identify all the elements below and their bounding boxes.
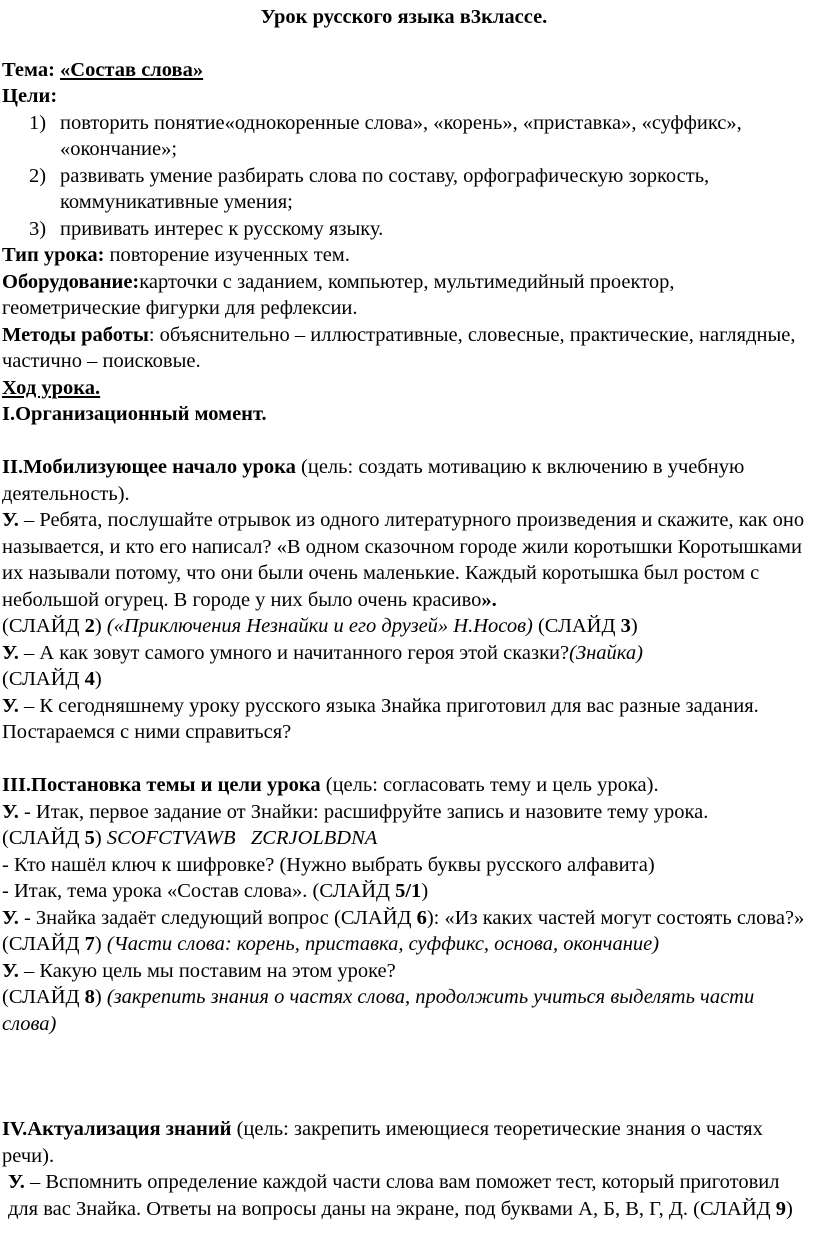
teacher-label: У. xyxy=(2,959,19,982)
slide-label: (СЛАЙД xyxy=(2,986,85,1008)
paragraph-text: - Знайка задаёт следующий вопрос (СЛАЙД xyxy=(18,906,417,929)
cipher-question: - Кто нашёл ключ к шифровке? (Нужно выбрать буквы русского алфавита) xyxy=(2,853,655,876)
goal-text: повторить понятие«однокоренные слова», «корень», «приставка», «суффикс», «окончание»; xyxy=(60,111,742,160)
spacer xyxy=(2,428,806,455)
paragraph-text: – Ребята, послушайте отрывок из одного литературного произведения и скажите, как оно называется, и кто его написал? «В одном сказочном городе жили коротышки Коротышками их называли потому, что они были очень маленькие. Каждый коротышка был ростом с небольшой огурец. В городе у них было очень красиво xyxy=(2,509,805,611)
section-2-closing xyxy=(2,693,806,746)
slide-4-line xyxy=(2,666,806,693)
answer-text: (Знайка) xyxy=(569,641,643,664)
equipment-label: Оборудование: xyxy=(2,270,140,293)
slide-number: 5/1 xyxy=(395,880,422,902)
section-4-paragraph xyxy=(2,1169,806,1222)
methods-label: Методы работы xyxy=(2,323,149,346)
section-3-task xyxy=(2,799,806,826)
section-2-paragraph xyxy=(2,507,806,613)
slide-number: 3 xyxy=(620,615,631,637)
paragraph-text: - Итак, тема урока «Состав слова». (СЛАЙД xyxy=(2,880,396,902)
teacher-label: У. xyxy=(2,694,19,717)
slide-number: 9 xyxy=(775,1197,787,1220)
slide-close: ) xyxy=(630,615,638,637)
section-4-goal: (цель: закрепить имеющиеся теоретические знания о частях речи). xyxy=(2,1118,763,1167)
slide-number: 2 xyxy=(84,615,95,637)
slide-close: ) xyxy=(94,986,107,1008)
lesson-type-value: повторение изученных тем. xyxy=(104,244,350,266)
section-3-goal-question xyxy=(2,958,806,985)
slide-close: ) xyxy=(94,668,102,690)
slide-2-line xyxy=(2,613,806,640)
slide-close: ) xyxy=(94,827,107,849)
goals-list xyxy=(2,110,806,243)
page-title: Урок русского языка в3классе. xyxy=(260,6,548,28)
methods-line xyxy=(2,322,806,375)
cipher-text: SCOFCTVAWB ZCRJOLBDNA xyxy=(106,827,378,849)
slide-number: 6 xyxy=(416,906,427,929)
topic-announcement xyxy=(2,878,806,905)
slide-number: 5 xyxy=(84,827,95,849)
slide-label: (СЛАЙД xyxy=(2,668,85,690)
answer-text: (закрепить знания о частях слова, продолжить учиться выделять части слова) xyxy=(2,986,755,1035)
section-1-heading-text: I.Организационный момент. xyxy=(2,403,267,425)
section-2-heading xyxy=(2,454,806,507)
goal-number: 2) xyxy=(29,164,47,187)
spacer xyxy=(2,1037,806,1116)
section-3-heading-text: III.Постановка темы и цели урока xyxy=(2,774,321,796)
teacher-label: У. xyxy=(8,1171,25,1193)
paragraph-text: – А как зовут самого умного и начитанного героя этой сказки? xyxy=(18,641,570,664)
slide-label: (СЛАЙД xyxy=(532,615,621,637)
topic-value: «Состав слова» xyxy=(60,58,204,81)
goal-text: прививать интерес к русскому языку. xyxy=(60,217,384,240)
paragraph-text: – К сегодняшнему уроку русского языка Знайка приготовил для вас разные задания. Постараемся с ними справиться? xyxy=(2,694,759,743)
teacher-label: У. xyxy=(2,641,19,664)
slide-5-line xyxy=(2,825,806,852)
slide-close: ) xyxy=(94,933,107,955)
teacher-label: У. xyxy=(2,800,19,823)
section-3-goal: (цель: согласовать тему и цель урока). xyxy=(320,774,659,796)
section-3-heading xyxy=(2,772,806,799)
slide-number: 7 xyxy=(84,933,95,955)
slide-8-line xyxy=(2,984,806,1037)
goals-label-text: Цели: xyxy=(2,85,58,107)
slide-7-line xyxy=(2,931,806,958)
goal-number: 3) xyxy=(29,217,47,240)
slide-label: (СЛАЙД xyxy=(2,933,85,955)
paragraph-text: ): «Из каких частей могут состоять слова?» xyxy=(426,906,805,929)
equipment-value: карточки с заданием, компьютер, мультимедийный проектор, геометрические фигурки для рефлексии. xyxy=(2,270,675,319)
paragraph-text: – Вспомнить определение каждой части слова вам поможет тест, который приготовил для вас Знайка. Ответы на вопросы даны на экране, под буквами А, Б, В, Г, Д. (СЛАЙД xyxy=(8,1171,780,1220)
slide-number: 8 xyxy=(84,986,95,1008)
goal-text: развивать умение разбирать слова по составу, орфографическую зоркость, коммуникативные умения; xyxy=(60,164,710,213)
topic-line xyxy=(2,57,806,84)
goal-item xyxy=(2,216,806,243)
equipment-line xyxy=(2,269,806,322)
book-reference: («Приключения Незнайки и его друзей» Н.Носов) xyxy=(106,615,533,637)
section-4-heading xyxy=(2,1116,806,1169)
slide-close: ) xyxy=(94,615,107,637)
slide-close: ) xyxy=(421,880,429,902)
topic-label: Тема: xyxy=(2,58,55,81)
slide-label: (СЛАЙД xyxy=(2,615,85,637)
goal-item xyxy=(2,163,806,216)
goal-number: 1) xyxy=(29,111,47,134)
slide-number: 4 xyxy=(84,668,95,690)
methods-value: : объяснительно – иллюстративные, словесные, практические, наглядные, частично – поисковые. xyxy=(2,323,796,372)
answer-text: (Части слова: корень, приставка, суффикс, основа, окончание) xyxy=(106,933,660,955)
goals-label xyxy=(2,83,806,110)
paragraph-text: – Какую цель мы поставим на этом уроке? xyxy=(18,959,396,982)
slide-close: ) xyxy=(786,1197,793,1220)
quote-end: ». xyxy=(481,588,497,611)
section-2-heading-text: II.Мобилизующее начало урока xyxy=(2,456,296,478)
paragraph-text: - Итак, первое задание от Знайки: расшифруйте запись и назовите тему урока. xyxy=(18,800,709,823)
section-2-question xyxy=(2,640,806,667)
goal-item xyxy=(2,110,806,163)
spacer xyxy=(2,746,806,773)
slide-label: (СЛАЙД xyxy=(2,827,85,849)
lesson-type-label: Тип урока: xyxy=(2,244,105,266)
section-4-heading-text: IV.Актуализация знаний xyxy=(2,1118,232,1140)
lesson-type-line xyxy=(2,242,806,269)
teacher-label: У. xyxy=(2,509,19,531)
course-heading-text: Ход урока. xyxy=(2,376,101,399)
section-2-goal: (цель: создать мотивацию к включению в учебную деятельность). xyxy=(2,456,745,505)
teacher-label: У. xyxy=(2,906,19,929)
course-heading xyxy=(2,375,806,402)
section-3-question xyxy=(2,905,806,932)
section-1-heading xyxy=(2,401,806,428)
